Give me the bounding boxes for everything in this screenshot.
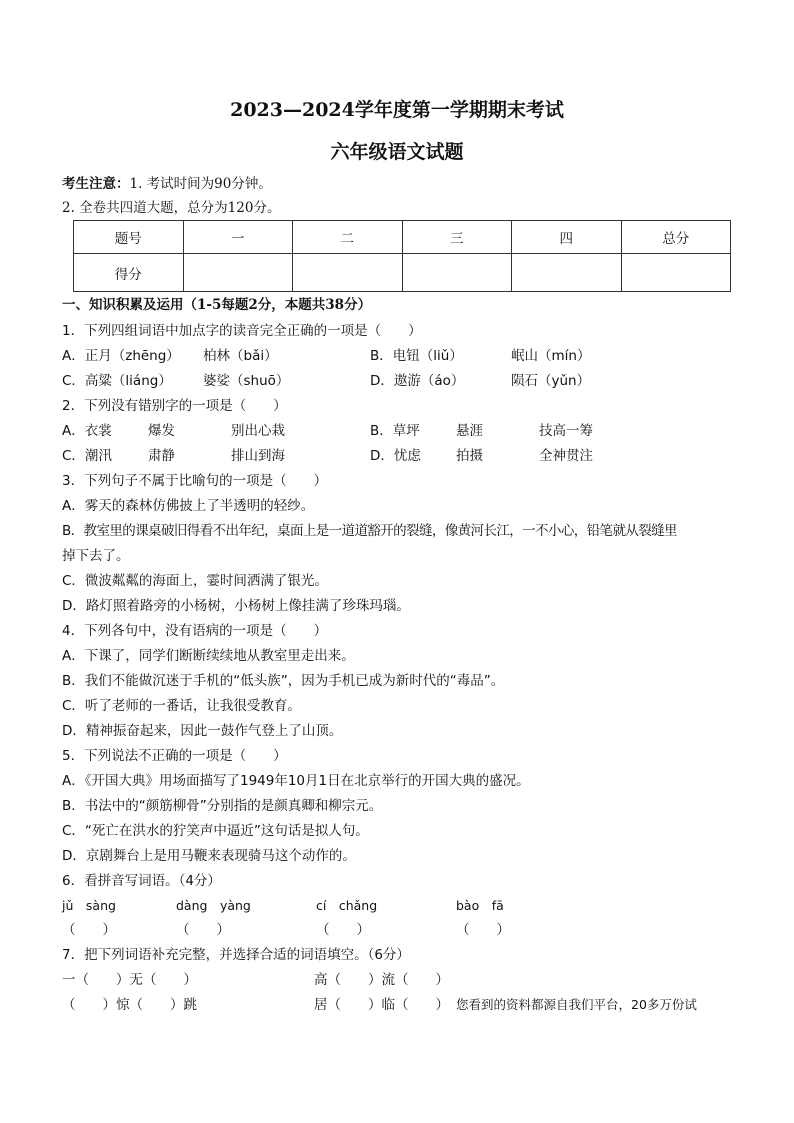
score-input-cell[interactable] bbox=[512, 254, 622, 292]
q3-option-b-line1: B．教室里的课桌破旧得看不出年纪，桌面上是一道道豁开的裂缝，像黄河长江，一不小心，铅笔就从裂缝里 bbox=[62, 523, 677, 539]
q4-option-c: C．听了老师的一番话，让我很受教育。 bbox=[62, 698, 301, 714]
q3-option-c: C．微波粼粼的海面上，霎时间洒满了银光。 bbox=[62, 573, 328, 589]
q2-option-a3: 别出心栽 bbox=[231, 423, 285, 439]
q1-option-a2: 柏林（bǎi） bbox=[203, 348, 278, 364]
q3-option-b-line2: 掉下去了。 bbox=[62, 548, 130, 564]
q6-answer-blank-4[interactable]: （ ） bbox=[456, 922, 510, 938]
q1-option-c1: C．高粱（liáng） bbox=[62, 373, 172, 389]
q7-idiom-2[interactable]: 高（ ）流（ ） bbox=[314, 972, 449, 988]
q5-option-d: D．京剧舞台上是用马鞭来表现骑马这个动作的。 bbox=[62, 848, 356, 864]
q5-option-b: B．书法中的“颜筋柳骨”分别指的是颜真卿和柳宗元。 bbox=[62, 798, 383, 814]
q3-stem: 3．下列句子不属于比喻句的一项是（ ） bbox=[62, 473, 328, 489]
score-header-cell: 三 bbox=[402, 221, 512, 254]
q5-option-c: C．“死亡在洪水的狞笑声中逼近”这句话是拟人句。 bbox=[62, 823, 369, 839]
exam-title: 2023—2024学年度第一学期期末考试 bbox=[230, 99, 564, 121]
score-header-cell: 总分 bbox=[621, 221, 731, 254]
q3-option-a: A．雾天的森林仿佛披上了半透明的轻纱。 bbox=[62, 498, 315, 514]
q1-option-b2: 岷山（mín） bbox=[511, 348, 591, 364]
q2-stem: 2．下列没有错别字的一项是（ ） bbox=[62, 398, 287, 414]
score-input-cell[interactable] bbox=[293, 254, 403, 292]
score-input-cell[interactable] bbox=[402, 254, 512, 292]
q7-stem: 7．把下列词语补充完整，并选择合适的词语填空。（6分） bbox=[62, 947, 410, 963]
q2-option-d1: D．忧虑 bbox=[370, 448, 421, 464]
q4-option-d: D．精神振奋起来，因此一鼓作气登上了山顶。 bbox=[62, 723, 343, 739]
q2-option-d2: 拍摄 bbox=[456, 448, 483, 464]
score-input-cell[interactable] bbox=[621, 254, 731, 292]
q6-answer-blank-3[interactable]: （ ） bbox=[316, 922, 370, 938]
score-table bbox=[73, 220, 731, 292]
q2-option-c1: C．潮汛 bbox=[62, 448, 112, 464]
platform-watermark-text: 您看到的资料都源自我们平台，20多万份试 bbox=[456, 997, 697, 1012]
q1-option-a1: A．正月（zhēng） bbox=[62, 348, 180, 364]
q6-stem: 6．看拼音写词语。（4分） bbox=[62, 873, 221, 889]
q6-answer-blank-2[interactable]: （ ） bbox=[176, 922, 230, 938]
score-header-cell: 题号 bbox=[74, 221, 184, 254]
exam-subtitle: 六年级语文试题 bbox=[330, 141, 464, 163]
q6-pinyin-4: bào fā bbox=[456, 898, 504, 913]
notice-line-2: 2. 全卷共四道大题，总分为120分。 bbox=[62, 200, 281, 216]
q3-option-d: D．路灯照着路旁的小杨树，小杨树上像挂满了珍珠玛瑙。 bbox=[62, 598, 410, 614]
section-1-heading: 一、知识积累及运用（1-5每题2分，本题共38分） bbox=[62, 297, 372, 313]
q6-pinyin-1: jǔ sàng bbox=[62, 898, 116, 913]
q7-idiom-3[interactable]: （ ）惊（ ）跳 bbox=[62, 997, 197, 1013]
notice-line-1 bbox=[62, 175, 272, 193]
q1-option-d2: 陨石（yǔn） bbox=[511, 373, 591, 389]
q2-option-b1: B．草坪 bbox=[370, 423, 420, 439]
q4-stem: 4．下列各句中，没有语病的一项是（ ） bbox=[62, 623, 328, 639]
q2-option-b2: 悬涯 bbox=[456, 423, 483, 439]
q2-option-a1: A．衣裳 bbox=[62, 423, 112, 439]
score-header-cell: 四 bbox=[512, 221, 622, 254]
q2-option-b3: 技高一筹 bbox=[539, 423, 593, 439]
q7-idiom-4[interactable]: 居（ ）临（ ） bbox=[314, 997, 449, 1013]
q2-option-a2: 爆发 bbox=[148, 423, 175, 439]
q2-option-d3: 全神贯注 bbox=[539, 448, 593, 464]
score-header-cell: 一 bbox=[183, 221, 293, 254]
q6-pinyin-2: dàng yàng bbox=[176, 898, 251, 913]
q5-option-a: A．《开国大典》用场面描写了1949年10月1日在北京举行的开国大典的盛况。 bbox=[62, 773, 530, 789]
q1-stem: 1．下列四组词语中加点字的读音完全正确的一项是（ ） bbox=[62, 323, 422, 339]
q1-option-d1: D．遨游（áo） bbox=[370, 373, 465, 389]
q2-option-c3: 排山到海 bbox=[231, 448, 285, 464]
q6-answer-blank-1[interactable]: （ ） bbox=[62, 922, 116, 938]
notice-text-1: 1. 考试时间为90分钟。 bbox=[129, 176, 272, 192]
score-table-header-row bbox=[74, 221, 731, 254]
score-row-label: 得分 bbox=[74, 254, 184, 292]
q1-option-b1: B．电钮（liǔ） bbox=[370, 348, 463, 364]
q4-option-b: B．我们不能做沉迷于手机的“低头族”，因为手机已成为新时代的“毒品”。 bbox=[62, 673, 505, 689]
score-header-cell: 二 bbox=[293, 221, 403, 254]
q2-option-c2: 肃静 bbox=[148, 448, 175, 464]
notice-label: 考生注意： bbox=[62, 176, 130, 192]
q1-option-c2: 婆娑（shuō） bbox=[203, 373, 290, 389]
q5-stem: 5．下列说法不正确的一项是（ ） bbox=[62, 748, 287, 764]
score-input-cell[interactable] bbox=[183, 254, 293, 292]
q4-option-a: A．下课了，同学们断断续续地从教室里走出来。 bbox=[62, 648, 355, 664]
q7-idiom-1[interactable]: 一（ ）无（ ） bbox=[62, 972, 197, 988]
score-table-score-row bbox=[74, 254, 731, 292]
q6-pinyin-3: cí chǎng bbox=[316, 898, 378, 913]
